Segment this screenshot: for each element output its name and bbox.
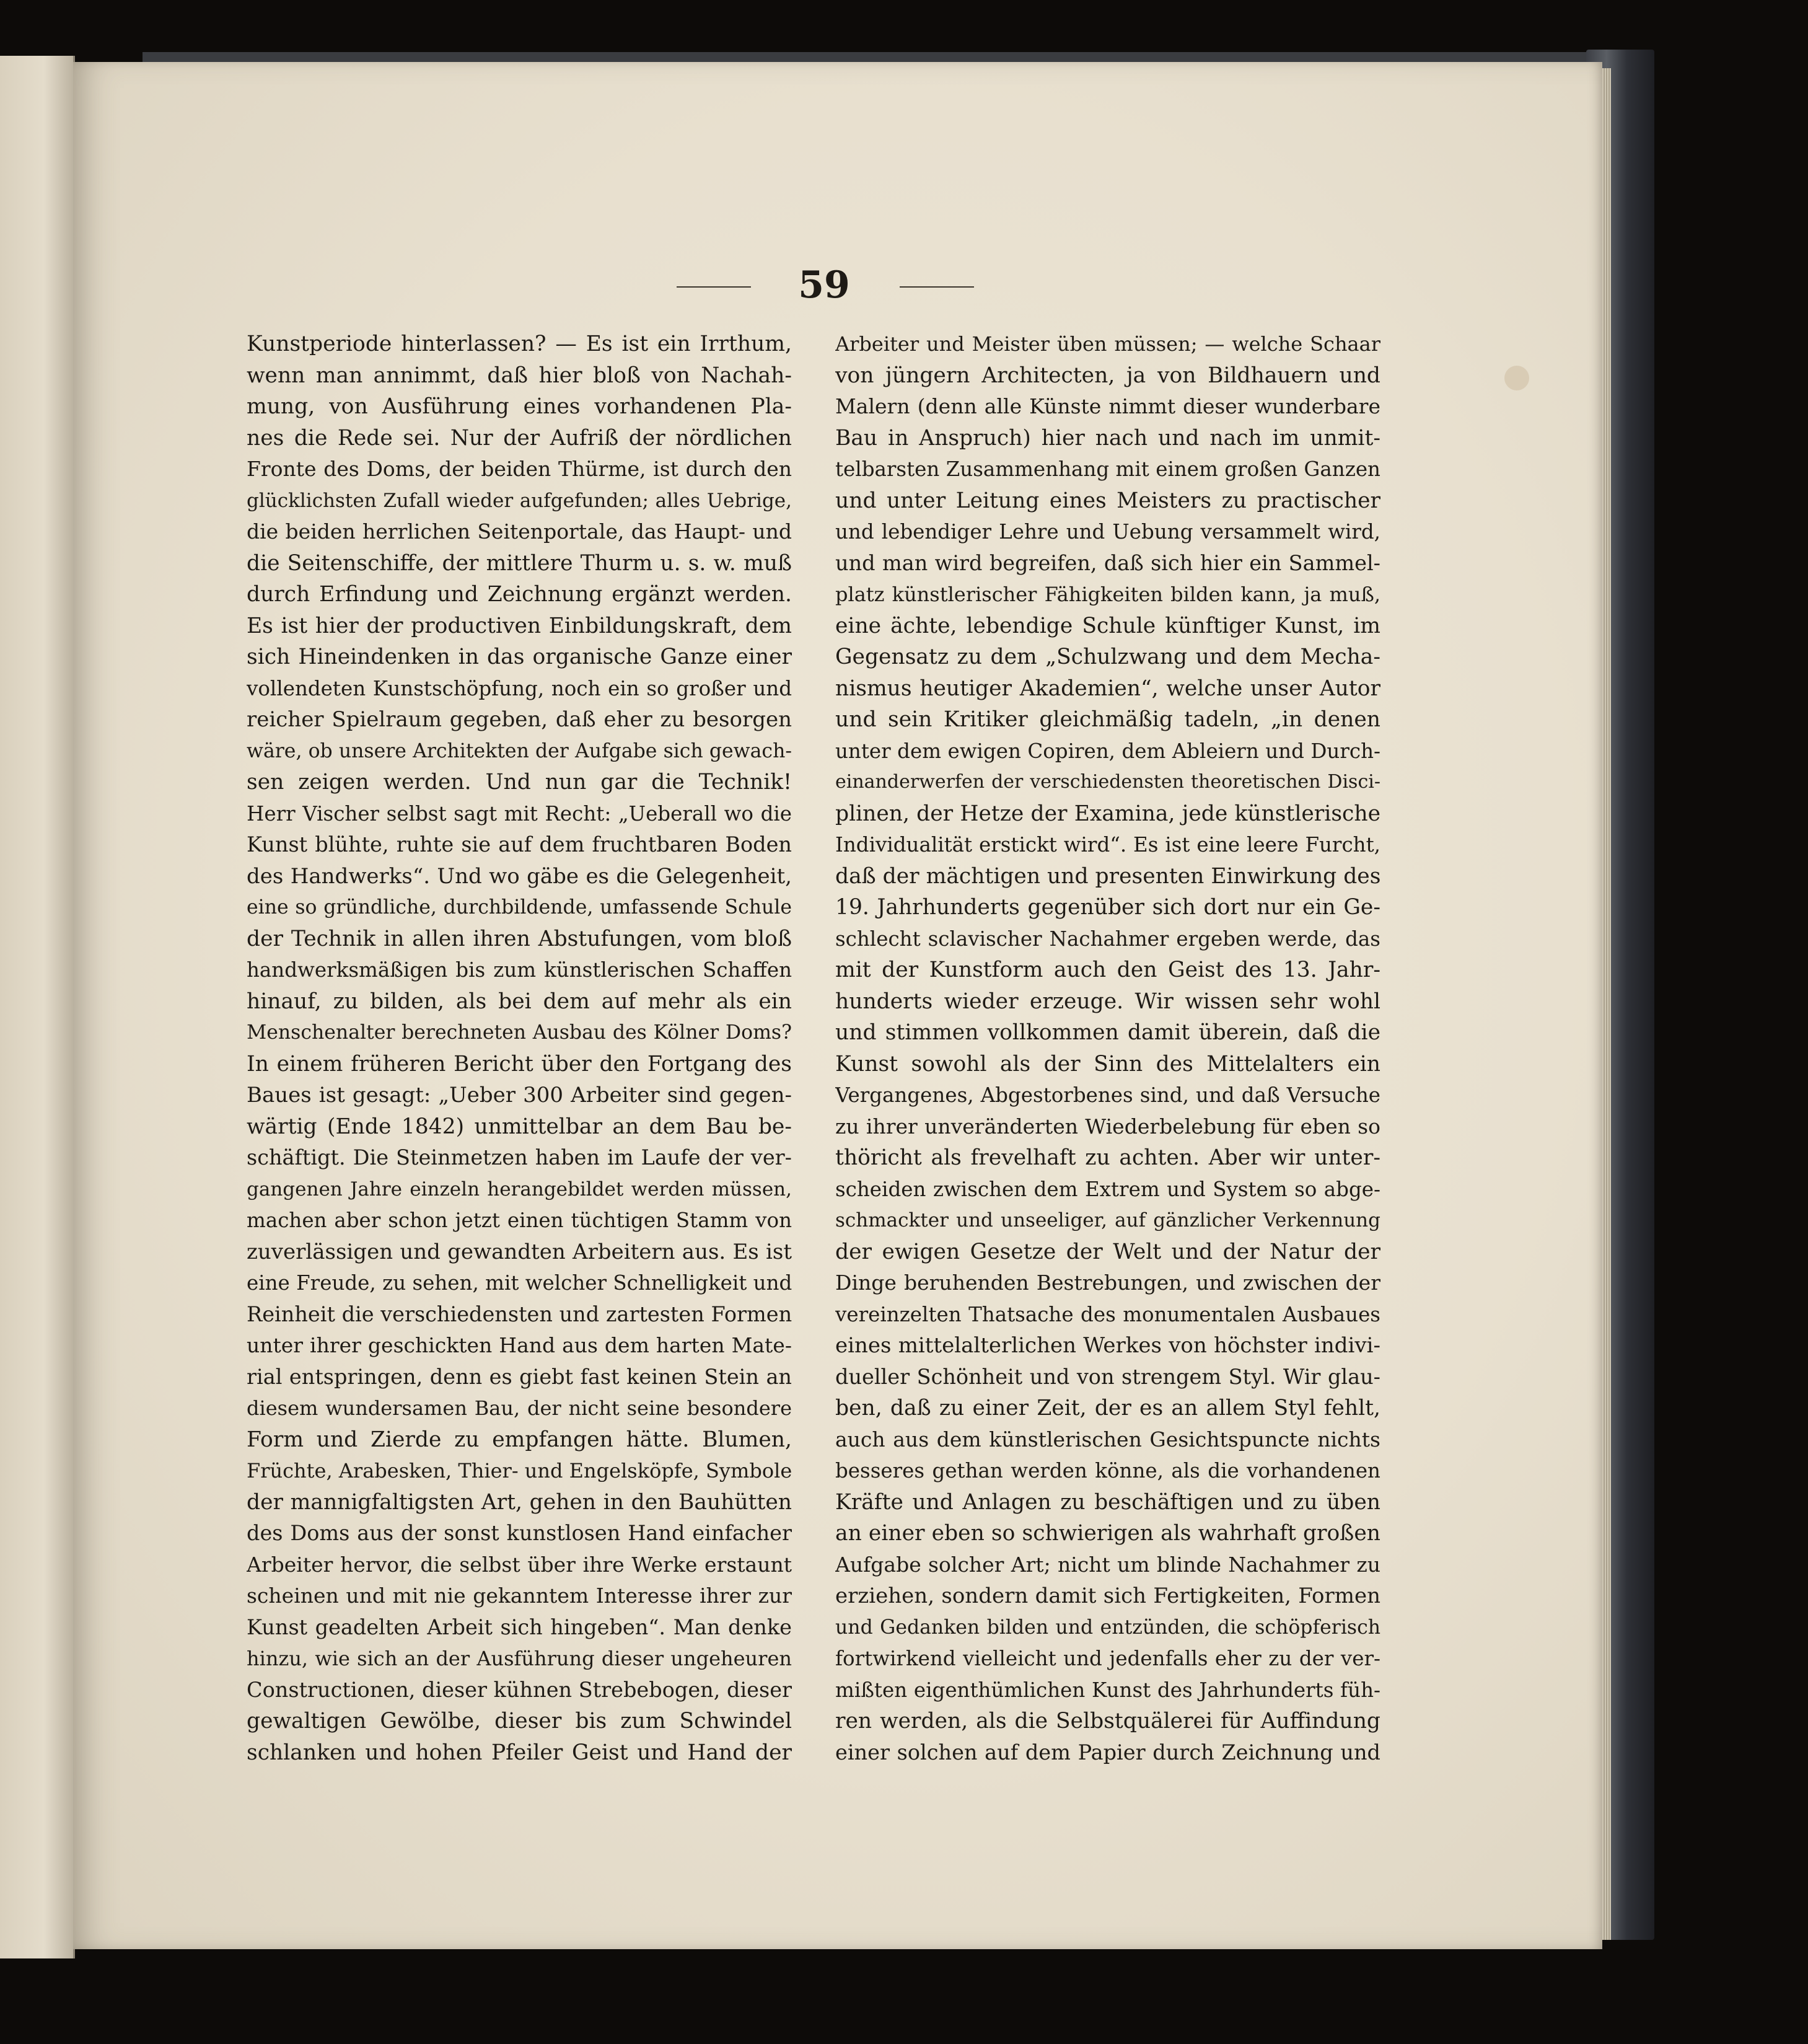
- text-line: fortwirkend vielleicht und jedenfalls eher zu der ver-: [835, 1647, 1380, 1670]
- text-line: vollendeten Kunstschöpfung, noch ein so großer und: [247, 676, 792, 700]
- text-line: eine Freude, zu sehen, mit welcher Schnelligkeit und: [247, 1271, 792, 1295]
- text-line: schlanken und hohen Pfeiler Geist und Hand der: [247, 1740, 792, 1765]
- text-line: und Gedanken bilden und entzünden, die schöpferisch: [835, 1616, 1380, 1639]
- text-line: durch Erfindung und Zeichnung ergänzt werden.: [247, 582, 792, 607]
- text-line: des Doms aus der sonst kunstlosen Hand einfacher: [247, 1521, 792, 1545]
- text-line: Arbeiter hervor, die selbst über ihre Werke erstaunt: [247, 1552, 792, 1577]
- text-line: Individualität erstickt wird“. Es ist eine leere Furcht,: [835, 833, 1380, 857]
- text-line: gangenen Jahre einzeln herangebildet werden müssen,: [247, 1178, 792, 1200]
- text-line: nes die Rede sei. Nur der Aufriß der nördlichen: [247, 425, 792, 451]
- text-line: thöricht als frevelhaft zu achten. Aber wir unter-: [835, 1145, 1380, 1170]
- text-line: und lebendiger Lehre und Uebung versammelt wird,: [835, 520, 1380, 544]
- text-line: erziehen, sondern damit sich Fertigkeiten, Formen: [835, 1584, 1380, 1608]
- text-line: schäftigt. Die Steinmetzen haben im Laufe der ver-: [247, 1145, 792, 1170]
- text-line: und sein Kritiker gleichmäßig tadeln, „in denen: [835, 707, 1380, 732]
- left-text-column: [247, 328, 792, 1768]
- text-line: Aufgabe solcher Art; nicht um blinde Nachahmer zu: [835, 1552, 1380, 1577]
- text-line: Form und Zierde zu empfangen hätte. Blumen,: [247, 1427, 792, 1452]
- text-line: auch aus dem künstlerischen Gesichtspuncte nichts: [835, 1427, 1380, 1452]
- text-line: telbarsten Zusammenhang mit einem großen Ganzen: [835, 457, 1380, 481]
- text-line: unter ihrer geschickten Hand aus dem harten Mate-: [247, 1333, 792, 1357]
- page-number: 59: [798, 263, 850, 307]
- text-line: zuverlässigen und gewandten Arbeitern aus. Es ist: [247, 1239, 792, 1264]
- text-line: hunderts wieder erzeuge. Wir wissen sehr wohl: [835, 989, 1380, 1014]
- text-line: schlecht sclavischer Nachahmer ergeben werde, das: [835, 927, 1380, 951]
- text-line: wenn man annimmt, daß hier bloß von Nachah-: [247, 363, 792, 388]
- text-line: eine ächte, lebendige Schule künftiger Kunst, im: [835, 613, 1380, 638]
- text-line: scheiden zwischen dem Extrem und System so abge-: [835, 1177, 1380, 1201]
- text-line: unter dem ewigen Copiren, dem Ableiern und Durch-: [835, 739, 1380, 763]
- text-line: glücklichsten Zufall wieder aufgefunden; alles Uebrige,: [247, 489, 792, 512]
- text-line: Kräfte und Anlagen zu beschäftigen und zu üben: [835, 1489, 1380, 1515]
- text-line: daß der mächtigen und presenten Einwirkung des: [835, 863, 1380, 889]
- text-line: Kunst sowohl als der Sinn des Mittelalters ein: [835, 1051, 1380, 1077]
- text-line: ben, daß zu einer Zeit, der es an allem Styl fehlt,: [835, 1396, 1380, 1421]
- text-line: handwerksmäßigen bis zum künstlerischen Schaffen: [247, 958, 792, 982]
- text-line: und stimmen vollkommen damit überein, daß die: [835, 1020, 1380, 1045]
- text-line: 19. Jahrhunderts gegenüber sich dort nur ein Ge-: [835, 895, 1380, 920]
- text-line: reicher Spielraum gegeben, daß eher zu besorgen: [247, 707, 792, 732]
- text-line: vereinzelten Thatsache des monumentalen Ausbaues: [835, 1302, 1380, 1326]
- text-line: Constructionen, dieser kühnen Strebebogen, dieser: [247, 1677, 792, 1702]
- text-line: von jüngern Architecten, ja von Bildhauern und: [835, 363, 1380, 388]
- previous-page-edge: [0, 56, 75, 1958]
- right-text-column: [835, 328, 1380, 1768]
- text-line: Herr Vischer selbst sagt mit Recht: „Ueberall wo die: [247, 801, 792, 826]
- text-line: einer solchen auf dem Papier durch Zeichnung und: [835, 1740, 1380, 1764]
- text-line: sich Hineindenken in das organische Ganze einer: [247, 645, 792, 669]
- text-line: besseres gethan werden könne, als die vorhandenen: [835, 1459, 1380, 1482]
- text-line: Kunst geadelten Arbeit sich hingeben“. Man denke: [247, 1614, 792, 1639]
- text-line: mung, von Ausführung eines vorhandenen Pla-: [247, 394, 792, 419]
- text-line: Menschenalter berechneten Ausbau des Kölner Doms?: [247, 1021, 792, 1044]
- text-line: Arbeiter und Meister üben müssen; — welche Schaar: [835, 332, 1380, 356]
- text-line: gewaltigen Gewölbe, dieser bis zum Schwindel: [247, 1709, 792, 1733]
- text-line: zu ihrer unveränderten Wiederbelebung für eben so: [835, 1114, 1380, 1139]
- text-line: mit der Kunstform auch den Geist des 13. Jahr-: [835, 958, 1380, 982]
- text-line: die beiden herrlichen Seitenportale, das Haupt- und: [247, 519, 792, 544]
- text-line: eines mittelalterlichen Werkes von höchster indivi-: [835, 1333, 1380, 1358]
- text-line: diesem wundersamen Bau, der nicht seine besondere: [247, 1396, 792, 1420]
- text-line: nismus heutiger Akademien“, welche unser Autor: [835, 676, 1380, 701]
- paper-stain: [1504, 366, 1529, 390]
- text-line: plinen, der Hetze der Examina, jede künstlerische: [835, 801, 1380, 826]
- header-rule-left: [677, 286, 751, 288]
- page-header: [669, 260, 979, 310]
- text-line: scheinen und mit nie gekanntem Interesse ihrer zur: [247, 1584, 792, 1608]
- text-line: machen aber schon jetzt einen tüchtigen Stamm von: [247, 1209, 792, 1232]
- text-line: Bau in Anspruch) hier nach und nach im unmit-: [835, 425, 1380, 451]
- text-line: dueller Schönheit und von strengem Styl. Wir glau-: [835, 1364, 1380, 1389]
- page-block-edges: [1602, 68, 1611, 1940]
- text-line: der ewigen Gesetze der Welt und der Natur der: [835, 1239, 1380, 1264]
- text-line: einanderwerfen der verschiedensten theoretischen Disci-: [835, 771, 1380, 793]
- text-line: Kunstperiode hinterlassen? — Es ist ein Irrthum,: [247, 332, 792, 356]
- text-line: Fronte des Doms, der beiden Thürme, ist durch den: [247, 457, 792, 481]
- text-line: hinauf, zu bilden, als bei dem auf mehr als ein: [247, 989, 792, 1014]
- text-line: Gegensatz zu dem „Schulzwang und dem Mecha-: [835, 645, 1380, 669]
- text-line: die Seitenschiffe, der mittlere Thurm u. s. w. muß: [247, 550, 792, 576]
- text-line: sen zeigen werden. Und nun gar die Technik!: [247, 770, 792, 795]
- text-line: Baues ist gesagt: „Ueber 300 Arbeiter sind gegen-: [247, 1083, 792, 1108]
- text-line: In einem früheren Bericht über den Fortgang des: [247, 1051, 792, 1077]
- text-line: Reinheit die verschiedensten und zartesten Formen: [247, 1302, 792, 1326]
- text-line: der mannigfaltigsten Art, gehen in den Bauhütten: [247, 1489, 792, 1515]
- text-line: rial entspringen, denn es giebt fast keinen Stein an: [247, 1364, 792, 1389]
- header-rule-right: [900, 286, 974, 288]
- text-line: mißten eigenthümlichen Kunst des Jahrhunderts füh-: [835, 1678, 1380, 1702]
- text-line: hinzu, wie sich an der Ausführung dieser ungeheuren: [247, 1647, 792, 1670]
- text-line: und unter Leitung eines Meisters zu practischer: [835, 488, 1380, 513]
- text-line: platz künstlerischer Fähigkeiten bilden kann, ja muß,: [835, 583, 1380, 606]
- text-line: Dinge beruhenden Bestrebungen, und zwischen der: [835, 1271, 1380, 1295]
- text-line: eine so gründliche, durchbildende, umfassende Schule: [247, 896, 792, 918]
- text-line: Malern (denn alle Künste nimmt dieser wunderbare: [835, 394, 1380, 418]
- text-line: Früchte, Arabesken, Thier- und Engelsköpfe, Symbole: [247, 1459, 792, 1482]
- text-line: des Handwerks“. Und wo gäbe es die Gelegenheit,: [247, 863, 792, 889]
- text-line: Es ist hier der productiven Einbildungskraft, dem: [247, 613, 792, 638]
- text-line: Vergangenes, Abgestorbenes sind, und daß Versuche: [835, 1083, 1380, 1107]
- text-line: Kunst blühte, ruhte sie auf dem fruchtbaren Boden: [247, 832, 792, 857]
- text-line: wäre, ob unsere Architekten der Aufgabe sich gewach-: [247, 739, 792, 762]
- text-line: schmackter und unseeliger, auf gänzlicher Verkennung: [835, 1209, 1380, 1231]
- text-line: der Technik in allen ihren Abstufungen, vom bloß: [247, 926, 792, 951]
- text-line: und man wird begreifen, daß sich hier ein Sammel-: [835, 550, 1380, 575]
- text-line: an einer eben so schwierigen als wahrhaft großen: [835, 1521, 1380, 1546]
- text-line: ren werden, als die Selbstquälerei für Auffindung: [835, 1709, 1380, 1733]
- text-line: wärtig (Ende 1842) unmittelbar an dem Bau be-: [247, 1114, 792, 1139]
